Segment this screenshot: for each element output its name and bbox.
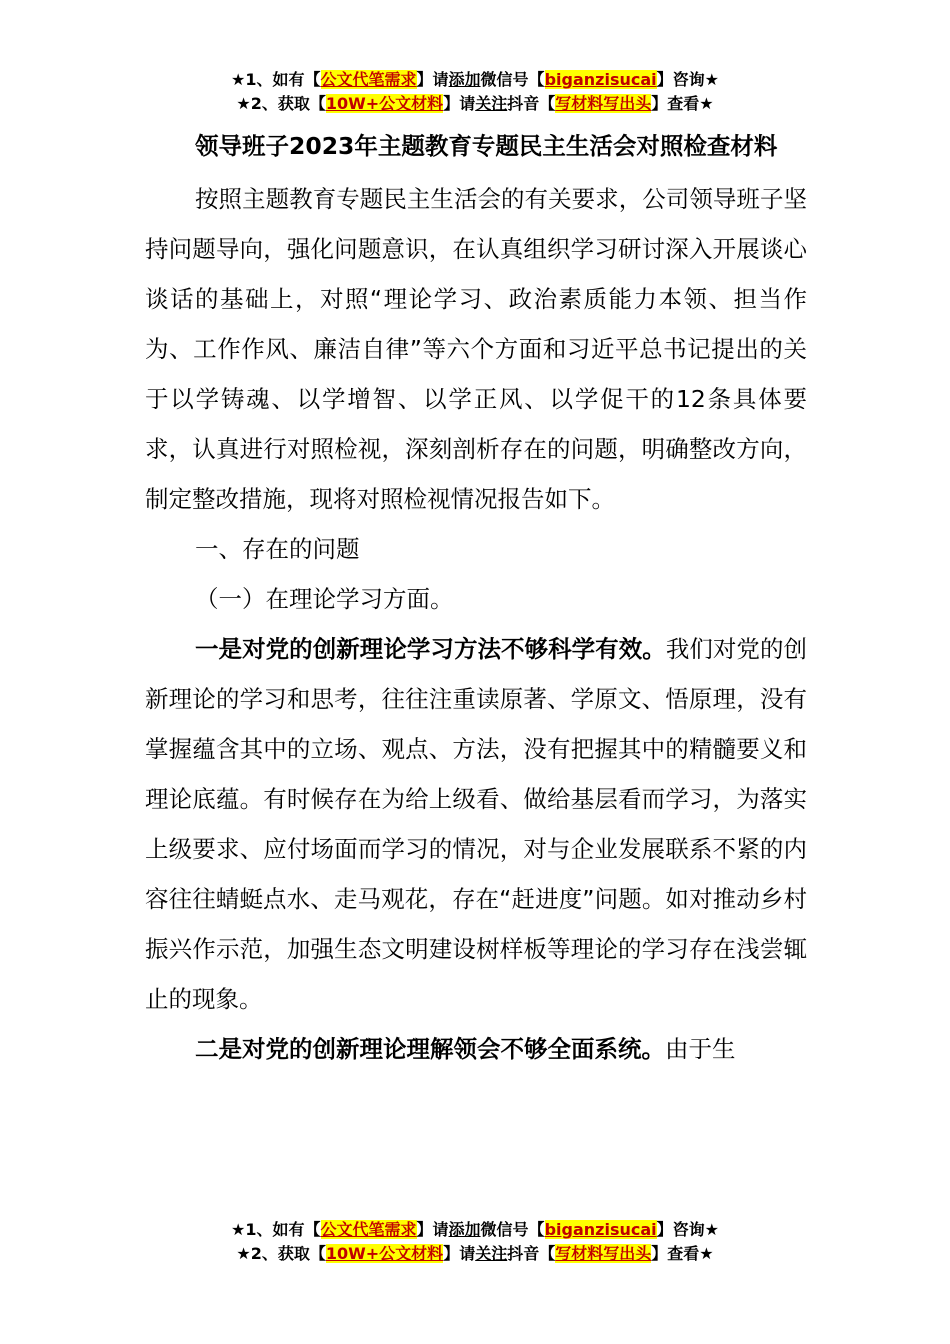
promo-underlined: 添加	[448, 70, 481, 89]
promo-text: 】咨询★	[656, 1220, 719, 1239]
promo-highlight: biganzisucai	[544, 1220, 657, 1239]
promo-text: 】请	[416, 70, 449, 89]
promo-underlined: 关注	[475, 1244, 508, 1263]
promo-highlight: 10W+公文材料	[325, 94, 444, 113]
promo-text: 】请	[443, 94, 476, 113]
promo-text: 】请	[416, 1220, 449, 1239]
document-body	[145, 120, 807, 1074]
promo-text: 抖音【	[507, 1244, 556, 1263]
subsection-heading: （一）在理论学习方面。	[195, 585, 454, 613]
bottom-promo-banner	[0, 1218, 950, 1266]
point-paragraph	[145, 1024, 807, 1074]
promo-text: ★2、获取【	[236, 94, 326, 113]
promo-line-2	[0, 92, 950, 116]
promo-text: ★1、如有【	[231, 1220, 321, 1239]
top-promo-banner	[0, 68, 950, 116]
promo-line-1	[0, 1218, 950, 1242]
point-body: 我们对党的创新理论的学习和思考，往往注重读原著、学原文、悟原理，没有掌握蕴含其中的立场、观点、方法，没有把握其中的精髓要义和理论底蕴。有时候存在为给上级看、做给基层看而学习，为落实上级要求、应付场面而学习的情况，对与企业发展联系不紧的内容往往蜻蜓点水、走马观花，存在“赶进度”问题。如对推动乡村振兴作示范，加强生态文明建设树样板等理论的学习存在浅尝辄止的现象。	[145, 635, 808, 1013]
point-lead: 一是对党的创新理论学习方法不够科学有效。	[195, 635, 666, 663]
promo-text: ★1、如有【	[231, 70, 321, 89]
document-title: 领导班子2023年主题教育专题民主生活会对照检查材料	[195, 132, 778, 160]
point-lead: 二是对党的创新理论理解领会不够全面系统。	[195, 1035, 665, 1063]
promo-text: 】咨询★	[656, 70, 719, 89]
promo-line-1	[0, 68, 950, 92]
point-body: 由于生	[665, 1035, 736, 1063]
promo-highlight: 写材料写出头	[555, 1244, 652, 1263]
promo-highlight: biganzisucai	[544, 70, 657, 89]
promo-text: ★2、获取【	[236, 1244, 326, 1263]
promo-text: 】查看★	[651, 94, 714, 113]
promo-text: 微信号【	[480, 1220, 545, 1239]
section-heading: 一、存在的问题	[195, 535, 360, 563]
promo-highlight: 10W+公文材料	[325, 1244, 444, 1263]
promo-highlight: 写材料写出头	[555, 94, 652, 113]
promo-highlight: 公文代笔需求	[320, 1220, 417, 1239]
promo-text: 】查看★	[651, 1244, 714, 1263]
promo-text: 抖音【	[507, 94, 556, 113]
promo-line-2	[0, 1242, 950, 1266]
promo-text: 微信号【	[480, 70, 545, 89]
promo-underlined: 关注	[475, 94, 508, 113]
intro-paragraph: 按照主题教育专题民主生活会的有关要求，公司领导班子坚持问题导向，强化问题意识，在认真组织学习研讨深入开展谈心谈话的基础上，对照“理论学习、政治素质能力本领、担当作为、工作作风、廉洁自律”等六个方面和习近平总书记提出的关于以学铸魂、以学增智、以学正风、以学促干的12条具体要求，认真进行对照检视，深刻剖析存在的问题，明确整改方向，制定整改措施，现将对照检视情况报告如下。	[145, 185, 807, 513]
promo-text: 】请	[443, 1244, 476, 1263]
point-paragraph	[145, 624, 807, 1024]
promo-highlight: 公文代笔需求	[320, 70, 417, 89]
promo-underlined: 添加	[448, 1220, 481, 1239]
